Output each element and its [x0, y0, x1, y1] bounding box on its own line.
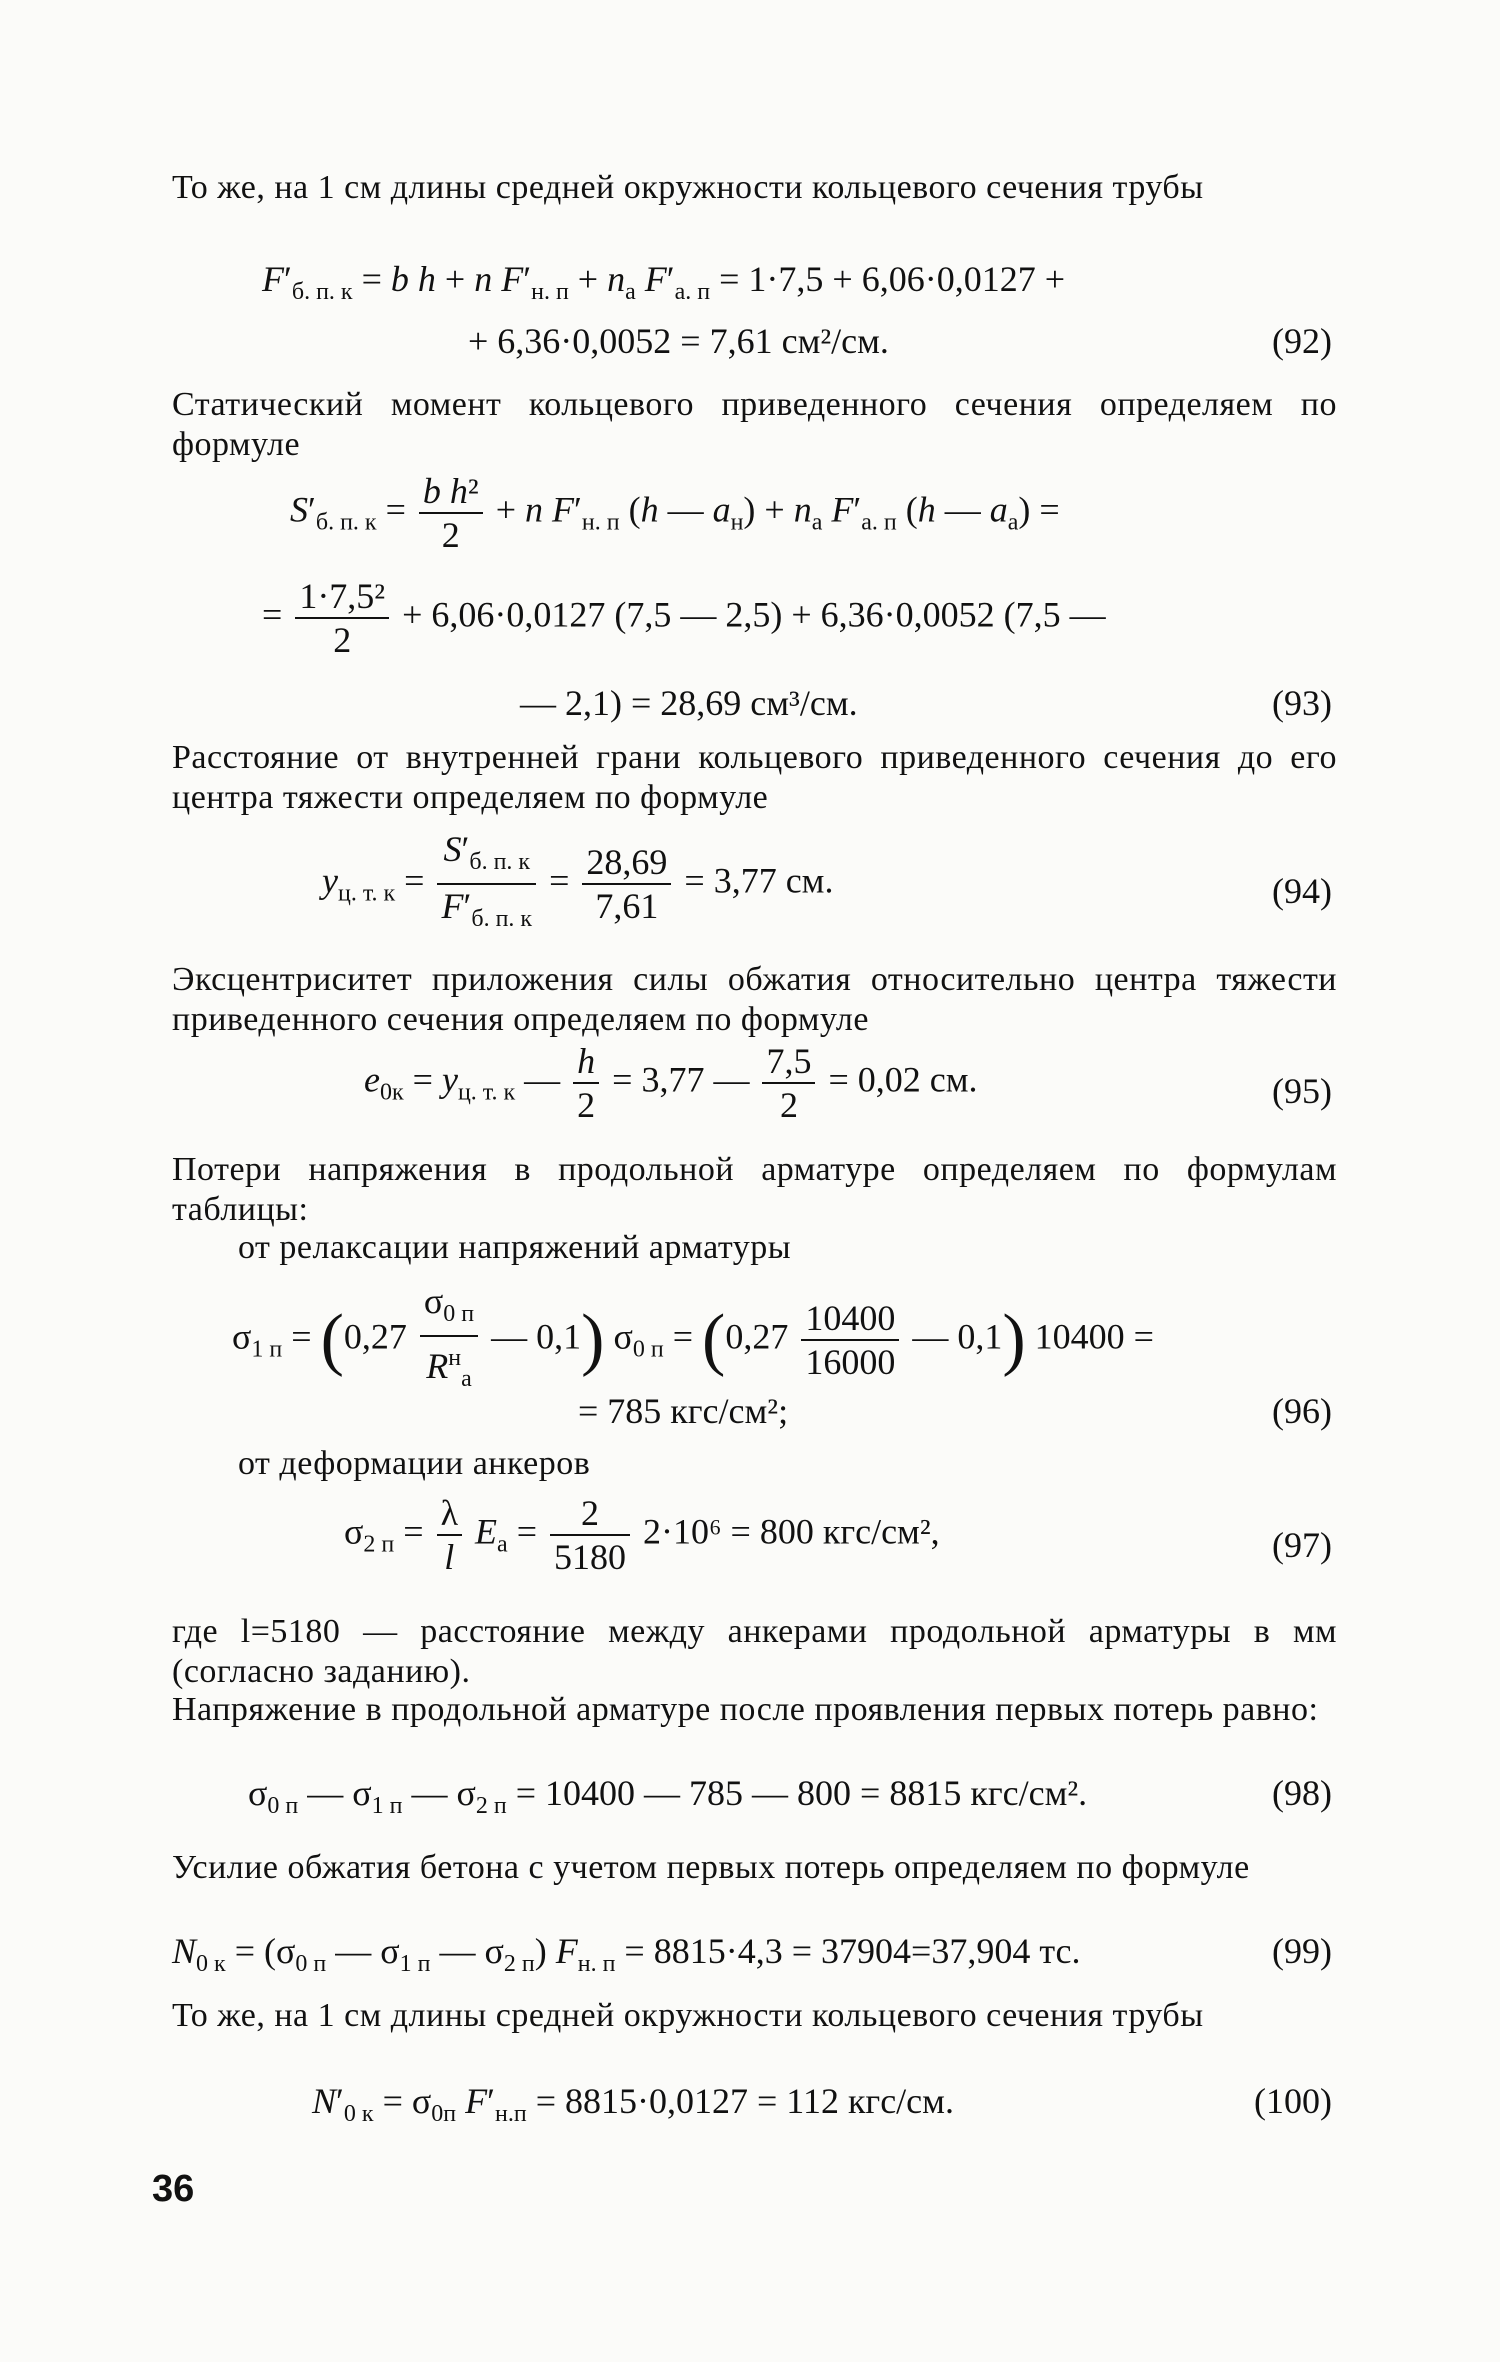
paragraph-stress-after-losses: Напряжение в продольной арматуре после проявления первых потерь равно: [172, 1691, 1319, 1728]
paragraph-where: где l=5180 — расстояние между анкерами продольной арматуры в мм (согласно заданию). [172, 1613, 1337, 1690]
equation-number-99: (99) [1272, 1931, 1332, 1971]
equation-99-result: = 8815·4,3 = 37904=37,904 тс. [624, 1931, 1081, 1971]
paragraph-eccentricity: Эксцентриситет приложения силы обжатия относительно центра тяжести приведенного сечения определяем по формуле [172, 961, 1337, 1038]
equation-97-result: 2·10⁶ = 800 кгс/см², [643, 1511, 940, 1552]
paragraph-anchors: от деформации анкеров [238, 1445, 591, 1482]
equation-number-94: (94) [1272, 871, 1332, 911]
paragraph-centroid: Расстояние от внутренней грани кольцевого приведенного сечения до его центра тяжести определяем по формуле [172, 739, 1337, 816]
equation-100: $N'_{0 к} = \sigma_{0п}$ $F'_{н.п} = 8815\cdot 0,0127 = 112$ кгс/см. [312, 2081, 954, 2128]
equation-number-100: (100) [1254, 2081, 1332, 2121]
equation-93-value: + 6,06·0,0127 (7,5 — 2,5) + 6,36·0,0052 (7,5 — [402, 594, 1106, 635]
equation-95-numerator: 7,5 [762, 1040, 815, 1084]
equation-92-value: = 1·7,5 + 6,06·0,0127 + [719, 259, 1066, 299]
equation-number-98: (98) [1272, 1773, 1332, 1813]
equation-98-result: = 10400 — 785 — 800 = 8815 кгс/см². [515, 1773, 1088, 1813]
equation-92-line1: $F'_{б. п. к} = b$ h + n $F'_{н. п} + n_а$ $F'_{а. п} = 1\cdot 7,5 + 6,06\cdot 0,0127$ + [262, 259, 1066, 306]
equation-94-numerator: 28,69 [582, 841, 671, 885]
paragraph-static-moment: Статический момент кольцевого приведенного сечения определяем по формуле [172, 386, 1337, 463]
equation-95-value: = 3,77 — [612, 1059, 750, 1100]
equation-96-line1: $\sigma_{1 п} = (0,27$ $\frac{\sigma_{0 п}}{R^н_а}$ — 0,1) $\sigma_{0 п} = (0,27$ $\frac{10400}{16000}$ — 0,1) 10400 = [232, 1281, 1154, 1393]
equation-94-denominator: 7,61 [595, 886, 659, 927]
equation-number-97: (97) [1272, 1525, 1332, 1565]
equation-95-result: = 0,02 см. [828, 1059, 978, 1100]
equation-100-result: = 8815·0,0127 = 112 кгс/см. [535, 2081, 954, 2121]
paragraph-relaxation: от релаксации напряжений арматуры [238, 1229, 792, 1266]
equation-number-93: (93) [1272, 683, 1332, 723]
equation-93-line1: $S'_{б. п. к}$ = $\frac{\text{b h²}}{2}$ + n $F'_{н. п}$ (h — $a_н) + n_а$ $F'_{а. п}$ (h — $a_а$) = [290, 471, 1060, 555]
equation-93-line2: = $\frac{\text{1·7,5²}}{2}$ + 6,06·0,0127 (7,5 — 2,5) + 6,36·0,0052 (7,5 — [262, 576, 1106, 660]
equation-number-95: (95) [1272, 1071, 1332, 1111]
equation-94-result: = 3,77 см. [684, 860, 834, 901]
paragraph-compression-force: Усилие обжатия бетона с учетом первых потерь определяем по формуле [172, 1849, 1250, 1886]
equation-98: $\sigma_{0 п}$ — $\sigma_{1 п}$ — $\sigma_{2 п} = 10400$ — 785 — 800 = 8815 кгс/см². [248, 1773, 1088, 1820]
page-number: 36 [152, 2168, 195, 2210]
equation-95: $e_{0к} = y_{ц. т. к}$ — $\frac{h}{2}$ = 3,77 — $\frac{7,5}{2}$ = 0,02 см. [364, 1041, 978, 1125]
equation-97: $\sigma_{2 п}$ = $\frac{\lambda}{l}$ $E_а$ = $\frac{2}{5180}$ 2·10⁶ = 800 кгс/см², [344, 1493, 940, 1577]
equation-number-96: (96) [1272, 1391, 1332, 1431]
equation-94: $y_{ц. т. к}$ = $\frac{S'_{б. п. к}}{F'_{б. п. к}}$ = $\frac{28,69}{7,61}$ = 3,77 см. [322, 829, 834, 933]
equation-92-line2: + 6,36·0,0052 = 7,61 см²/см. [468, 321, 889, 361]
equation-number-92: (92) [1272, 321, 1332, 361]
paragraph-per-cm: То же, на 1 см длины средней окружности кольцевого сечения трубы [172, 1997, 1204, 2034]
equation-93-line3: — 2,1) = 28,69 см³/см. [520, 683, 858, 723]
equation-99: $N_{0 к} = (\sigma_{0 п}$ — $\sigma_{1 п}$ — $\sigma_{2 п}$) $F_{н. п} = 8815\cdot 4,3 = 37904=37,904$ тс. [172, 1931, 1081, 1978]
equation-96-line2: = 785 кгс/см²; [578, 1391, 789, 1431]
paragraph-intro: То же, на 1 см длины средней окружности кольцевого сечения трубы [172, 169, 1204, 206]
paragraph-losses: Потери напряжения в продольной арматуре определяем по формулам таблицы: [172, 1151, 1337, 1228]
